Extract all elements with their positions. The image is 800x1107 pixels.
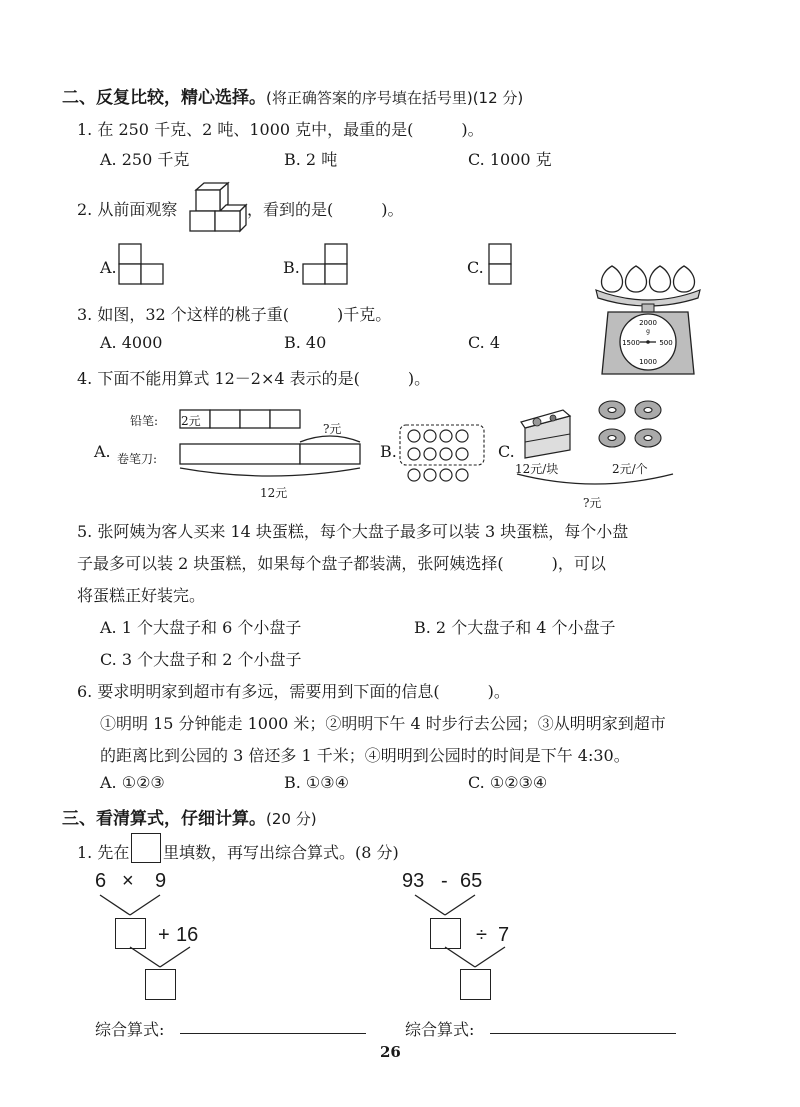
right-num-3: 7 [498,924,510,946]
c-total-price: ?元 [583,496,602,510]
q6-info-2: 的距离比到公园的 3 倍还多 1 千米；④明明到公园时的时间是下午 4:30。 [100,746,630,765]
q3-scale-figure [594,262,704,377]
scale-label-right: 500 [659,339,673,347]
q5-option-a[interactable]: A. 1 个大盘子和 6 个小盘子 [100,618,302,637]
left-formula-label: 综合算式: [95,1020,165,1039]
q5-option-c[interactable]: C. 3 个大盘子和 2 个小盘子 [100,650,302,669]
left-op-1: × [122,870,134,892]
right-num-1: 93 [402,870,425,892]
q2-option-b-figure [302,243,352,285]
peach-icon [602,266,695,292]
q4-option-c-figure [515,398,695,498]
q2-cube-figure [188,180,248,232]
q3-option-b[interactable]: B. 40 [284,333,327,352]
right-num-2: 65 [460,870,483,892]
left-num-2: 9 [155,870,167,892]
knife-price: ?元 [323,422,342,436]
right-op-2: ÷ [476,924,487,946]
right-answer-box-2[interactable] [460,969,491,1000]
q2-option-c-figure [488,243,518,285]
left-op-2: + [158,924,170,946]
q3-option-a[interactable]: A. 4000 [100,333,163,352]
q5-option-b[interactable]: B. 2 个大盘子和 4 个小盘子 [414,618,616,637]
right-answer-box-1[interactable] [430,918,461,949]
scale-label-left: 1500 [622,339,640,347]
left-num-1: 6 [95,870,107,892]
q4-stem: 4. 下面不能用算式 12－2×4 表示的是( )。 [77,369,431,388]
total-price: 12元 [260,486,288,500]
calc-stem-post: 里填数，再写出综合算式。(8 分) [163,843,399,862]
page-number: 26 [380,1043,401,1061]
left-answer-box-2[interactable] [145,969,176,1000]
cake-icon [521,410,570,458]
q3-stem: 3. 如图，32 个这样的桃子重( )千克。 [77,305,392,324]
q6-option-b[interactable]: B. ①③④ [284,773,349,792]
right-formula-label: 综合算式: [405,1020,475,1039]
q1-option-a[interactable]: A. 250 千克 [100,150,190,169]
cake-price: 12元/块 [515,462,559,476]
q6-option-c[interactable]: C. ①②③④ [468,773,548,792]
calc-stem-pre: 1. 先在 [77,843,130,862]
q2-option-a[interactable]: A. [100,258,117,277]
scale-label-bottom: 1000 [639,358,657,366]
q5-line-2: 子最多可以装 2 块蛋糕，如果每个盘子都装满，张阿姨选择( )，可以 [77,554,606,573]
donut-price: 2元/个 [612,462,648,476]
left-answer-box-1[interactable] [115,918,146,949]
q1-option-c[interactable]: C. 1000 克 [468,150,552,169]
scale-label-top: 2000 [639,319,657,327]
q2-option-b[interactable]: B. [283,258,300,277]
q1-option-b[interactable]: B. 2 吨 [284,150,338,169]
calc-stem-box [131,833,161,863]
right-op-1: - [441,870,448,892]
q6-stem: 6. 要求明明家到超市有多远，需要用到下面的信息( )。 [77,682,510,701]
right-formula-input[interactable] [490,1033,676,1034]
pencil-price: 2元 [181,414,201,428]
q4-option-a[interactable]: A. [94,442,111,461]
q2-stem-pre: 2. 从前面观察 [77,200,178,219]
q4-option-b-figure [398,423,488,491]
q6-info-1: ①明明 15 分钟能走 1000 米；②明明下午 4 时步行去公园；③从明明家到超市 [100,714,666,733]
section-3-title: 三、看清算式，仔细计算。(20 分) [62,809,317,829]
left-num-3: 16 [176,924,199,946]
left-formula-input[interactable] [180,1033,366,1034]
q6-option-a[interactable]: A. ①②③ [100,773,165,792]
q3-option-c[interactable]: C. 4 [468,333,501,352]
pencil-label: 铅笔: [130,414,159,428]
q4-option-c[interactable]: C. [498,442,515,461]
section-2-title: 二、反复比较，精心选择。(将正确答案的序号填在括号里)(12 分) [62,88,524,108]
q1-stem: 1. 在 250 千克、2 吨、1000 克中，最重的是( )。 [77,120,484,139]
q2-stem-post: ，看到的是( )。 [247,200,404,219]
q5-line-3: 将蛋糕正好装完。 [77,586,206,605]
q4-option-b[interactable]: B. [380,442,397,461]
donut-icon [599,401,661,447]
q2-option-c[interactable]: C. [467,258,484,277]
scale-unit: g [646,328,650,335]
q5-line-1: 5. 张阿姨为客人买来 14 块蛋糕，每个大盘子最多可以装 3 块蛋糕，每个小盘 [77,522,629,541]
knife-label: 卷笔刀: [117,452,158,466]
q2-option-a-figure [118,243,168,285]
